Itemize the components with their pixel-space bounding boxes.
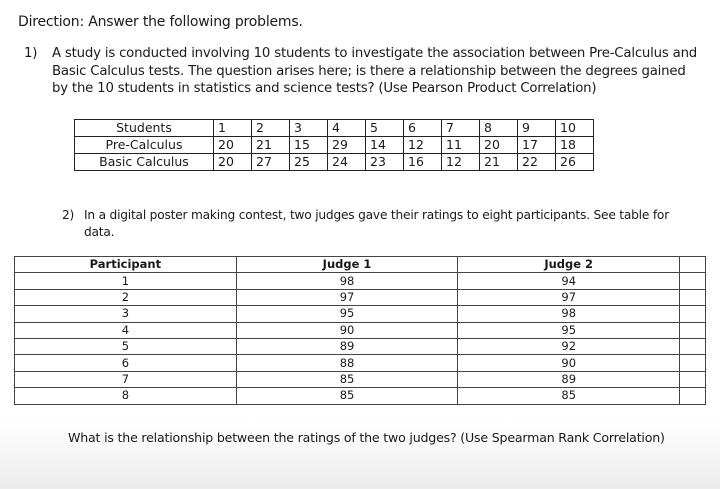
table-cell: 29 [328,137,366,154]
row-label: Students [75,120,214,137]
table-cell: 85 [236,371,458,387]
table-cell: 20 [214,137,252,154]
table-row [15,338,706,354]
table-cell: 17 [518,137,556,154]
table-cell: 6 [404,120,442,137]
blank-cell [680,338,706,354]
table-cell: 7 [15,371,237,387]
table-cell: 24 [328,154,366,171]
problem-1 [24,45,704,98]
direction-text: Direction: Answer the following problems. [18,14,303,30]
blank-cell [680,322,706,338]
table-cell: 3 [290,120,328,137]
table-cell: 16 [404,154,442,171]
judges-ratings-table [14,256,706,405]
blank-cell [680,388,706,404]
table-cell: 10 [556,120,594,137]
table-cell: 5 [15,338,237,354]
table-cell: 1 [214,120,252,137]
table-cell: 92 [458,338,680,354]
table-cell: 89 [236,338,458,354]
table-cell: 90 [458,355,680,371]
problem-2-text: In a digital poster making contest, two judges gave their ratings to eight participants. See table for data. [84,208,670,239]
table-row [15,273,706,289]
table-cell: 97 [458,289,680,305]
table-cell: 26 [556,154,594,171]
table-cell: 98 [236,273,458,289]
table-cell: 20 [214,154,252,171]
table-row [15,388,706,404]
table-cell: 14 [366,137,404,154]
problem-1-number: 1) [24,46,38,61]
table-row [15,289,706,305]
problem-2-number: 2) [62,208,75,222]
table-cell: 12 [442,154,480,171]
table-cell: 88 [236,355,458,371]
header-judge-1: Judge 1 [236,257,458,273]
table-cell: 1 [15,273,237,289]
table-cell: 8 [480,120,518,137]
header-blank [680,257,706,273]
table-cell: 94 [458,273,680,289]
table-header-row [15,257,706,273]
table-cell: 20 [480,137,518,154]
table-cell: 90 [236,322,458,338]
table-cell: 2 [252,120,290,137]
blank-cell [680,371,706,387]
table-cell: 4 [328,120,366,137]
table-cell: 21 [252,137,290,154]
table-row [75,120,594,137]
header-judge-2: Judge 2 [458,257,680,273]
table-cell: 18 [556,137,594,154]
table-row [15,322,706,338]
table-cell: 8 [15,388,237,404]
blank-cell [680,289,706,305]
blank-cell [680,273,706,289]
table-cell: 95 [458,322,680,338]
table-cell: 11 [442,137,480,154]
table-cell: 5 [366,120,404,137]
table-cell: 98 [458,306,680,322]
table-cell: 6 [15,355,237,371]
table-cell: 89 [458,371,680,387]
pearson-data-table [74,119,594,171]
table-cell: 12 [404,137,442,154]
problem-2 [62,207,692,240]
table-cell: 85 [458,388,680,404]
table-cell: 22 [518,154,556,171]
table-cell: 3 [15,306,237,322]
blank-cell [680,306,706,322]
table-cell: 7 [442,120,480,137]
table-cell: 25 [290,154,328,171]
table-row [75,137,594,154]
row-label: Basic Calculus [75,154,214,171]
row-label: Pre-Calculus [75,137,214,154]
problem-2-question: What is the relationship between the ratings of the two judges? (Use Spearman Rank Correlation) [68,430,665,445]
table-cell: 23 [366,154,404,171]
blank-cell [680,355,706,371]
table-row [75,154,594,171]
table-cell: 9 [518,120,556,137]
table-cell: 97 [236,289,458,305]
table-cell: 95 [236,306,458,322]
problem-1-text: A study is conducted involving 10 students to investigate the association between Pre-Calculus and Basic Calculus tests. The question arises here; is there a relationship between the degrees gained by the 10 students in statistics and science tests? (Use Pearson Product Correlation) [52,46,698,96]
table-cell: 85 [236,388,458,404]
table-row [15,371,706,387]
header-participant: Participant [15,257,237,273]
table-cell: 21 [480,154,518,171]
table-cell: 15 [290,137,328,154]
table-cell: 2 [15,289,237,305]
table-cell: 4 [15,322,237,338]
table-cell: 27 [252,154,290,171]
table-row [15,355,706,371]
table-row [15,306,706,322]
